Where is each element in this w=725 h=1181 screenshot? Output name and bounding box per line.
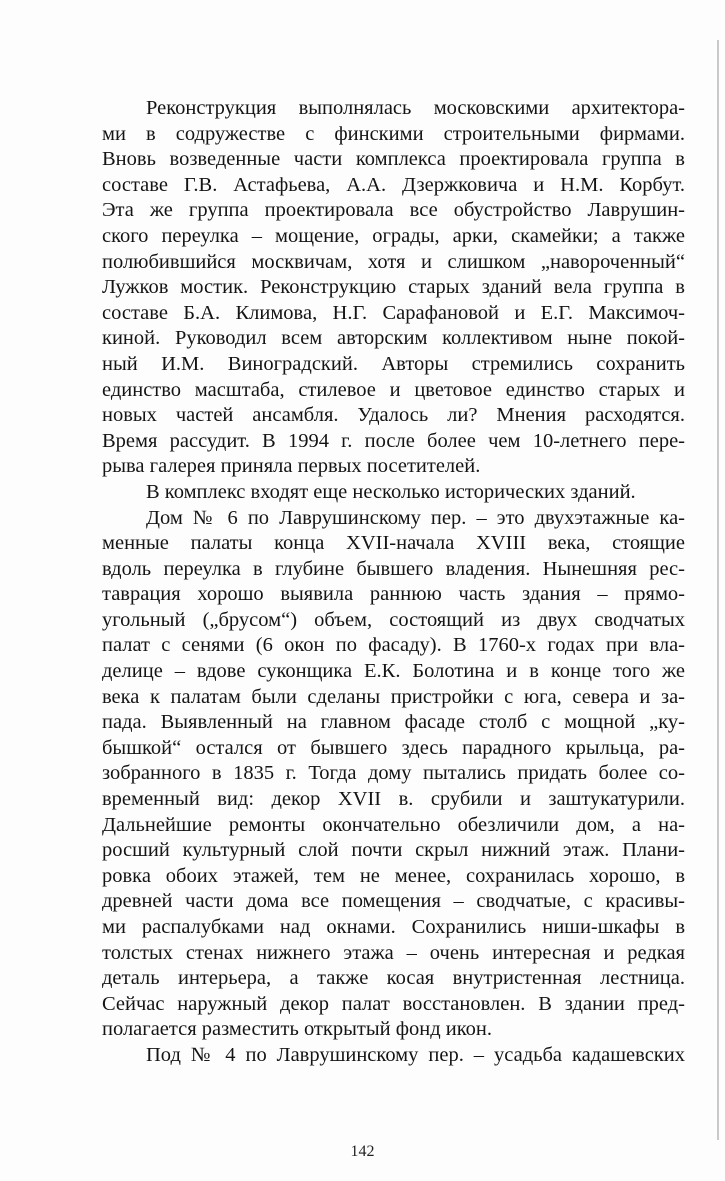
text-line: ского переулка – мощение, ограды, арки, скамейки; а также xyxy=(102,224,685,247)
text-line: Реконструкция выполнялась московскими архитектора- xyxy=(146,97,685,119)
text-line: пада. Выявленный на главном фасаде столб с мощной „ку- xyxy=(102,711,685,734)
text-line: Эта же группа проектировала все обустройство Лаврушин- xyxy=(102,199,685,222)
text-line: единство масштаба, стилевое и цветовое единство старых и xyxy=(102,378,685,401)
text-line: ровка обоих этажей, тем не менее, сохранилась хорошо, в xyxy=(102,864,685,887)
text-line: менные палаты конца XVII-начала XVIII века, стоящие xyxy=(102,532,685,555)
text-line: древней части дома все помещения – сводчатые, с красивы- xyxy=(102,890,685,913)
text-line: Вновь возведенные части комплекса проектировала группа в xyxy=(102,148,685,171)
text-line: вдоль переулка в глубине бывшего владения. Нынешняя рес- xyxy=(102,557,685,580)
text-line: новых частей ансамбля. Удалось ли? Мнения расходятся. xyxy=(102,404,685,427)
text-line: полагается разместить открытый фонд икон. xyxy=(102,1018,492,1041)
text-line: В комплекс входят еще несколько исторических зданий. xyxy=(146,480,636,503)
text-line: рыва галерея приняла первых посетителей. xyxy=(102,455,481,478)
text-line: Дом № 6 по Лаврушинскому пер. – это двухэтажные ка- xyxy=(146,506,685,529)
text-line: ный И.М. Виноградский. Авторы стремились сохранить xyxy=(102,352,685,375)
text-line: временный вид: декор XVII в. срубили и заштукатурили. xyxy=(102,788,685,811)
text-line: полюбившийся москвичам, хотя и слишком „навороченный“ xyxy=(102,250,685,273)
page-number: 142 xyxy=(350,1143,375,1160)
text-line: ми в содружестве с финскими строительными фирмами. xyxy=(102,122,685,145)
text-line: бышкой“ остался от бывшего здесь парадного крыльца, ра- xyxy=(102,736,685,759)
text-line: Лужков мостик. Реконструкцию старых зданий вела группа в xyxy=(102,276,685,299)
text-line: составе Б.А. Климова, Н.Г. Сарафановой и Е.Г. Максимоч- xyxy=(102,301,685,324)
text-line: Сейчас наружный декор палат восстановлен. В здании пред- xyxy=(102,992,685,1015)
body-text xyxy=(102,96,685,1069)
text-line: зобранного в 1835 г. Тогда дому пытались придать более со- xyxy=(102,762,685,785)
text-line: деталь интерьера, а также косая внутристенная лестница. xyxy=(102,967,685,990)
text-line: угольный („брусом“) объем, состоящий из двух сводчатых xyxy=(102,608,685,631)
page-edge-shadow xyxy=(717,40,719,1140)
text-line: киной. Руководил всем авторским коллективом ныне покой- xyxy=(102,327,685,350)
text-line: Дальнейшие ремонты окончательно обезличили дом, а на- xyxy=(102,813,685,836)
text-line: Время рассудит. В 1994 г. после более чем 10-летнего пере- xyxy=(102,429,685,452)
text-line: таврация хорошо выявила раннюю часть здания – прямо- xyxy=(102,583,685,606)
text-line: Под № 4 по Лаврушинскому пер. – усадьба кадашевских xyxy=(146,1043,685,1066)
text-line: росший культурный слой почти скрыл нижний этаж. Плани- xyxy=(102,839,685,862)
text-line: палат с сенями (6 окон по фасаду). В 1760-х годах при вла- xyxy=(102,634,685,657)
text-line: толстых стенах нижнего этажа – очень интересная и редкая xyxy=(102,941,685,964)
text-line: ми распалубками над окнами. Сохранились ниши-шкафы в xyxy=(102,916,685,938)
text-line: составе Г.В. Астафьева, А.А. Дзержковича и Н.М. Корбут. xyxy=(102,173,685,196)
text-line: века к палатам были сделаны пристройки с юга, севера и за- xyxy=(102,685,685,708)
text-line: делице – вдове суконщика Е.К. Болотина и в конце того же xyxy=(102,660,685,683)
